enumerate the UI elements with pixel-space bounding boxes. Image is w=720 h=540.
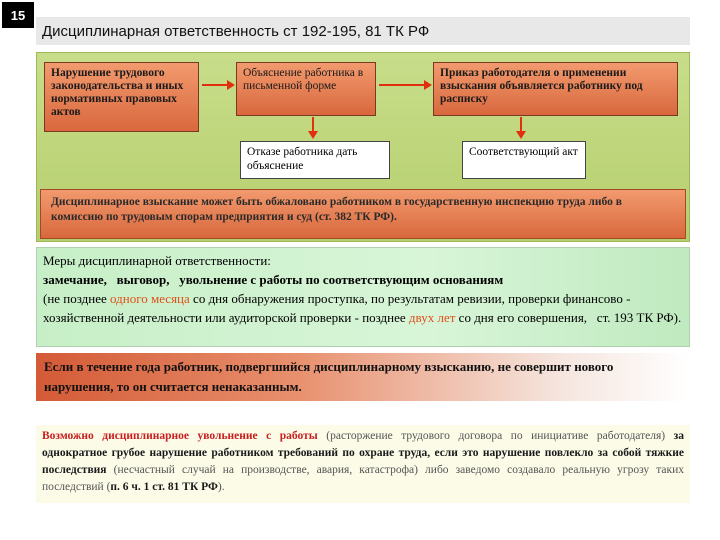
dismissal-article: п. 6 ч. 1 ст. 81 ТК РФ — [110, 481, 218, 493]
terms-text: (не позднее — [43, 291, 111, 306]
arrow-head-icon — [424, 80, 432, 90]
terms-text: со дня обнаружения проступка, по результатам ревизии, проверки финансово - хозяйственной деятельности или аудиторской проверки - позднее — [43, 291, 631, 325]
violation-box: Нарушение трудового законодательства и иных нормативных правовых актов — [44, 62, 199, 132]
term-two-years: двух лет — [408, 310, 456, 325]
page-title — [36, 17, 690, 45]
terms-text: со дня его совершения, ст. 193 ТК РФ). — [455, 310, 682, 325]
arrow-explanation-order — [379, 84, 425, 86]
dismissal-text: (расторжение трудового договора по инициативе работодателя) — [317, 430, 674, 442]
dismissal-lead: Возможно дисциплинарное увольнение с работы — [42, 430, 318, 442]
title-articles: ст 192-195, 81 ТК РФ — [278, 23, 430, 40]
title-main: Дисциплинарная ответственность — [42, 23, 279, 40]
refusal-box: Отказе работника дать объяснение — [240, 141, 390, 179]
measures-block — [36, 247, 690, 347]
arrow-head-icon — [308, 131, 318, 139]
dismissal-text: ). — [217, 481, 225, 493]
measures-list: замечание, выговор, увольнение с работы по соответствующим основаниям — [43, 272, 504, 287]
appeal-note: Дисциплинарное взыскание может быть обжаловано работником в государственную инспекцию труда либо в комиссию по трудовым спорам предприятия и суд (ст. 382 ТК РФ). — [40, 189, 686, 239]
dismissal-grounds: за однократное грубое нарушение работником требований по охране труда, если это нарушение повлекло за собой тяжкие последствия — [42, 430, 684, 476]
arrow-order-act — [520, 117, 522, 132]
arrow-explanation-refusal — [312, 117, 314, 132]
order-box: Приказ работодателя о применении взыскания объявляется работнику под расписку — [433, 62, 678, 116]
dismissal-text: (несчастный случай на производстве, авария, катастрофа) либо заведомо создавало реальную угрозу таких последствий ( — [42, 464, 684, 493]
term-one-month: одного месяца — [110, 291, 190, 306]
arrow-violation-explanation — [202, 84, 228, 86]
dismissal-note — [36, 425, 690, 503]
slide-number: 15 — [2, 2, 34, 28]
measures-heading: Меры дисциплинарной ответственности: — [43, 253, 271, 268]
explanation-box: Объяснение работника в письменной форме — [236, 62, 376, 116]
arrow-head-icon — [516, 131, 526, 139]
measures-terms — [43, 289, 683, 327]
arrow-head-icon — [227, 80, 235, 90]
act-box: Соответствующий акт — [462, 141, 586, 179]
pardon-note: Если в течение года работник, подвергшийся дисциплинарному взысканию, не совершит нового нарушения, то он считается ненаказанным. — [36, 353, 690, 401]
